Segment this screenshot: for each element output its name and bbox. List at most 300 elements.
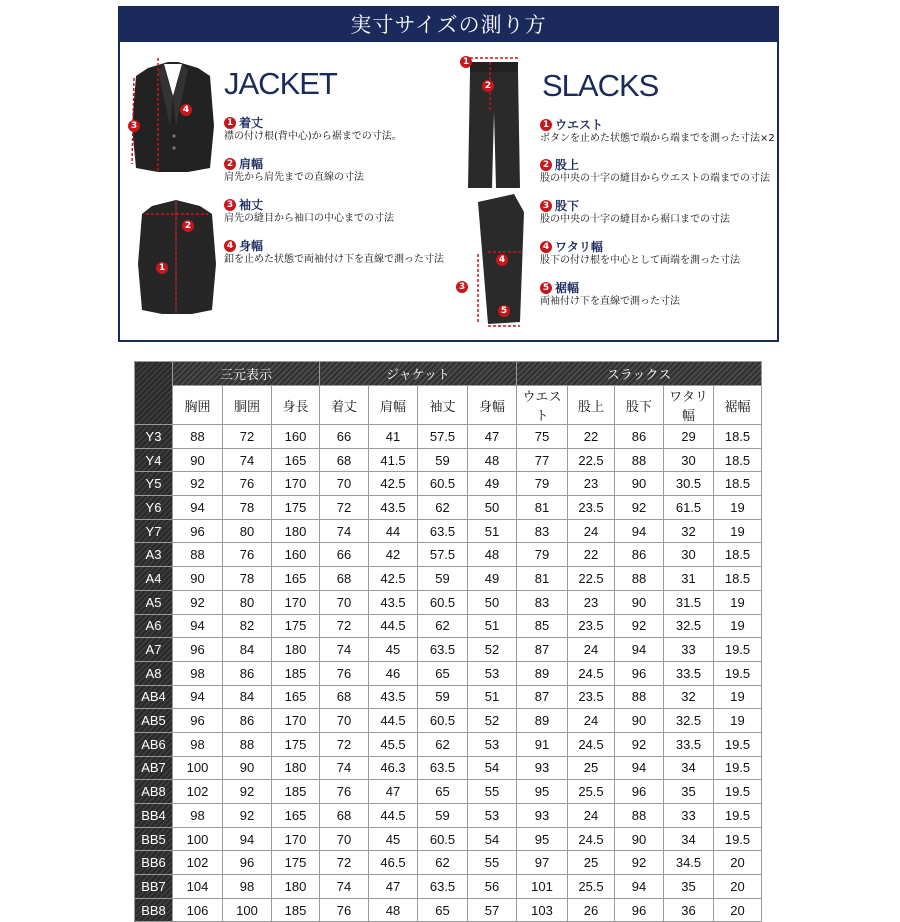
size-label: AB5 [135,709,173,733]
number-badge: 2 [224,158,236,170]
table-cell: 88 [615,567,664,591]
size-label: A3 [135,543,173,567]
table-cell: 22 [568,543,615,567]
table-cell: 54 [468,827,517,851]
table-cell: 102 [173,780,223,804]
table-cell: 96 [615,780,664,804]
table-cell: 68 [320,685,369,709]
table-cell: 59 [418,448,468,472]
table-cell: 90 [173,448,223,472]
table-cell: 78 [223,567,272,591]
table-cell: 89 [517,709,568,733]
table-cell: 97 [517,851,568,875]
table-cell: 51 [468,519,517,543]
table-cell: 165 [272,448,320,472]
table-cell: 56 [468,875,517,899]
table-cell: 60.5 [418,472,468,496]
table-cell: 170 [272,709,320,733]
table-cell: 24 [568,519,615,543]
table-cell: 74 [320,519,369,543]
table-cell: 45 [369,827,418,851]
table-cell: 19 [714,519,762,543]
table-cell: 19.5 [714,638,762,662]
table-cell: 180 [272,638,320,662]
table-cell: 93 [517,804,568,828]
table-row [135,804,762,828]
column-header: 股下 [615,386,664,425]
guide-title: 実寸サイズの測り方 [120,8,777,42]
table-cell: 19 [714,685,762,709]
table-cell: 92 [223,780,272,804]
table-cell: 18.5 [714,472,762,496]
table-cell: 25.5 [568,875,615,899]
number-badge: 1 [224,117,236,129]
table-cell: 77 [517,448,568,472]
item-name: ワタリ幅 [555,240,603,254]
item-name: 身幅 [239,239,264,253]
item-name: 裾幅 [555,281,580,295]
table-cell: 96 [615,661,664,685]
table-cell: 95 [517,780,568,804]
table-cell: 180 [272,519,320,543]
table-row [135,519,762,543]
table-cell: 68 [320,448,369,472]
table-row [135,827,762,851]
slacks-item [540,158,770,186]
size-label: BB7 [135,875,173,899]
size-label: AB7 [135,756,173,780]
table-cell: 80 [223,519,272,543]
slacks-marker-2: 2 [482,80,494,92]
table-cell: 44.5 [369,614,418,638]
size-label: Y5 [135,472,173,496]
jacket-back-marker-2: 2 [182,220,194,232]
table-cell: 92 [615,732,664,756]
table-cell: 88 [223,732,272,756]
table-cell: 61.5 [664,496,714,520]
jacket-heading: JACKET [224,66,337,101]
table-cell: 34.5 [664,851,714,875]
group-header: 三元表示 [173,362,320,386]
table-cell: 160 [272,543,320,567]
table-cell: 165 [272,685,320,709]
slacks-marker-5: 5 [498,305,510,317]
table-cell: 70 [320,827,369,851]
table-cell: 76 [320,661,369,685]
table-cell: 35 [664,780,714,804]
table-cell: 43.5 [369,496,418,520]
table-cell: 19 [714,590,762,614]
size-label: BB8 [135,898,173,922]
column-header: 股上 [568,386,615,425]
table-cell: 33 [664,638,714,662]
table-cell: 89 [517,661,568,685]
table-row [135,638,762,662]
item-desc: 股の中央の十字の縫目から裾口までの寸法 [540,214,730,225]
table-cell: 75 [517,425,568,449]
table-cell: 65 [418,780,468,804]
table-cell: 100 [173,827,223,851]
column-header: ウエスト [517,386,568,425]
table-cell: 23.5 [568,685,615,709]
table-cell: 72 [320,614,369,638]
group-header-row [135,362,762,386]
table-cell: 81 [517,567,568,591]
table-cell: 55 [468,851,517,875]
table-cell: 86 [223,661,272,685]
table-cell: 19.5 [714,732,762,756]
table-cell: 65 [418,898,468,922]
column-header: 着丈 [320,386,369,425]
table-cell: 41.5 [369,448,418,472]
table-cell: 78 [223,496,272,520]
table-cell: 19.5 [714,756,762,780]
table-cell: 46.5 [369,851,418,875]
table-cell: 92 [615,496,664,520]
table-cell: 34 [664,756,714,780]
table-cell: 20 [714,898,762,922]
jacket-item [224,198,394,226]
table-cell: 96 [615,898,664,922]
table-cell: 84 [223,685,272,709]
table-cell: 90 [615,709,664,733]
table-cell: 165 [272,804,320,828]
table-row [135,614,762,638]
table-cell: 98 [223,875,272,899]
slacks-marker-1: 1 [460,56,472,68]
table-cell: 72 [223,425,272,449]
column-header: 肩幅 [369,386,418,425]
table-row [135,851,762,875]
item-name: 股下 [555,199,580,213]
item-desc: 股下の付け根を中心として両端を測った寸法 [540,255,740,266]
table-cell: 86 [615,425,664,449]
item-desc: 両袖付け下を直線で測った寸法 [540,296,680,307]
table-cell: 93 [517,756,568,780]
jacket-back-illustration [136,198,218,316]
table-cell: 88 [615,448,664,472]
table-cell: 98 [173,732,223,756]
table-cell: 88 [173,425,223,449]
table-cell: 20 [714,875,762,899]
table-cell: 54 [468,756,517,780]
table-cell: 50 [468,496,517,520]
table-cell: 41 [369,425,418,449]
slacks-heading: SLACKS [542,68,659,103]
table-cell: 32 [664,519,714,543]
table-cell: 102 [173,851,223,875]
table-cell: 62 [418,496,468,520]
table-cell: 19 [714,709,762,733]
number-badge: 2 [540,159,552,171]
slacks-item [540,240,740,268]
table-cell: 94 [173,685,223,709]
table-cell: 25 [568,851,615,875]
table-row [135,496,762,520]
column-header: 身幅 [468,386,517,425]
table-cell: 70 [320,590,369,614]
table-cell: 88 [615,685,664,709]
table-row [135,567,762,591]
table-cell: 44 [369,519,418,543]
table-cell: 101 [517,875,568,899]
table-cell: 33.5 [664,732,714,756]
table-cell: 92 [173,472,223,496]
table-cell: 18.5 [714,425,762,449]
table-row [135,543,762,567]
table-cell: 25 [568,756,615,780]
size-label: A4 [135,567,173,591]
table-cell: 92 [223,804,272,828]
group-header: スラックス [517,362,762,386]
table-cell: 63.5 [418,875,468,899]
table-cell: 51 [468,614,517,638]
slacks-marker-3: 3 [456,281,468,293]
item-desc: 肩先の縫目から袖口の中心までの寸法 [224,213,394,224]
table-cell: 103 [517,898,568,922]
column-header: 裾幅 [714,386,762,425]
table-cell: 94 [173,496,223,520]
table-cell: 48 [468,448,517,472]
item-name: 股上 [555,158,580,172]
table-cell: 185 [272,898,320,922]
table-cell: 92 [173,590,223,614]
table-cell: 87 [517,638,568,662]
table-cell: 160 [272,425,320,449]
table-cell: 30 [664,448,714,472]
item-desc: ボタンを止めた状態で端から端までを測った寸法×2 [540,133,775,144]
slacks-illustration [456,52,532,192]
table-cell: 88 [173,543,223,567]
number-badge: 3 [224,199,236,211]
size-chart-table [134,361,762,922]
table-cell: 53 [468,661,517,685]
table-cell: 68 [320,567,369,591]
table-cell: 44.5 [369,709,418,733]
table-cell: 23.5 [568,496,615,520]
table-cell: 51 [468,685,517,709]
item-name: 肩幅 [239,157,264,171]
table-cell: 165 [272,567,320,591]
table-cell: 30 [664,543,714,567]
table-cell: 94 [223,827,272,851]
table-cell: 19.5 [714,661,762,685]
item-desc: 股の中央の十字の縫目からウエストの端までの寸法 [540,173,770,184]
table-cell: 76 [223,543,272,567]
table-cell: 53 [468,732,517,756]
table-cell: 94 [615,756,664,780]
table-cell: 52 [468,709,517,733]
table-cell: 76 [223,472,272,496]
table-cell: 22 [568,425,615,449]
table-cell: 32.5 [664,709,714,733]
jacket-item [224,239,444,267]
table-cell: 60.5 [418,590,468,614]
table-cell: 98 [173,661,223,685]
table-cell: 23 [568,472,615,496]
jacket-item [224,116,402,144]
table-cell: 32.5 [664,614,714,638]
size-label: AB6 [135,732,173,756]
table-cell: 100 [223,898,272,922]
table-cell: 47 [468,425,517,449]
table-cell: 23 [568,590,615,614]
size-label: A5 [135,590,173,614]
table-cell: 53 [468,804,517,828]
table-cell: 26 [568,898,615,922]
table-cell: 50 [468,590,517,614]
table-cell: 55 [468,780,517,804]
table-cell: 19.5 [714,827,762,851]
table-cell: 43.5 [369,685,418,709]
column-header-row [135,386,762,425]
size-label: Y7 [135,519,173,543]
table-cell: 60.5 [418,827,468,851]
slacks-item [540,118,775,146]
table-row [135,709,762,733]
number-badge: 4 [224,240,236,252]
slacks-item [540,281,680,309]
table-cell: 76 [320,780,369,804]
table-cell: 47 [369,875,418,899]
slacks-marker-4: 4 [496,254,508,266]
table-cell: 90 [173,567,223,591]
table-cell: 24 [568,638,615,662]
table-cell: 74 [320,875,369,899]
size-label: BB4 [135,804,173,828]
table-body [135,425,762,922]
table-cell: 35 [664,875,714,899]
table-cell: 49 [468,472,517,496]
jacket-front-marker-4: 4 [180,104,192,116]
table-cell: 22.5 [568,448,615,472]
size-label: BB6 [135,851,173,875]
number-badge: 3 [540,200,552,212]
jacket-front-illustration [128,56,218,176]
item-name: 袖丈 [239,198,264,212]
table-cell: 66 [320,543,369,567]
column-header: 身長 [272,386,320,425]
measurement-guide [118,6,779,342]
table-cell: 23.5 [568,614,615,638]
table-cell: 66 [320,425,369,449]
table-cell: 29 [664,425,714,449]
table-cell: 68 [320,804,369,828]
table-row [135,756,762,780]
table-cell: 42 [369,543,418,567]
table-cell: 175 [272,851,320,875]
item-name: 着丈 [239,116,264,130]
table-cell: 42.5 [369,472,418,496]
table-row [135,448,762,472]
table-cell: 31 [664,567,714,591]
table-cell: 33 [664,804,714,828]
table-cell: 180 [272,756,320,780]
table-cell: 104 [173,875,223,899]
table-row [135,732,762,756]
size-label: A6 [135,614,173,638]
table-cell: 76 [320,898,369,922]
item-desc: 釦を止めた状態で両袖付け下を直線で測った寸法 [224,254,444,265]
size-label: AB8 [135,780,173,804]
table-cell: 72 [320,496,369,520]
table-cell: 52 [468,638,517,662]
table-cell: 32 [664,685,714,709]
table-cell: 46.3 [369,756,418,780]
jacket-front-marker-3: 3 [128,120,140,132]
table-cell: 59 [418,567,468,591]
table-cell: 94 [173,614,223,638]
table-cell: 63.5 [418,756,468,780]
table-row [135,590,762,614]
table-cell: 95 [517,827,568,851]
table-cell: 57.5 [418,425,468,449]
table-cell: 96 [173,638,223,662]
table-cell: 59 [418,804,468,828]
table-cell: 82 [223,614,272,638]
table-cell: 175 [272,614,320,638]
table-cell: 48 [468,543,517,567]
table-row [135,685,762,709]
item-name: ウエスト [555,118,604,132]
table-cell: 94 [615,519,664,543]
table-cell: 175 [272,732,320,756]
number-badge: 1 [540,119,552,131]
table-cell: 59 [418,685,468,709]
table-cell: 90 [223,756,272,780]
table-cell: 47 [369,780,418,804]
table-row [135,425,762,449]
table-cell: 85 [517,614,568,638]
size-label: AB4 [135,685,173,709]
table-cell: 62 [418,851,468,875]
table-cell: 106 [173,898,223,922]
table-cell: 88 [615,804,664,828]
table-cell: 92 [615,851,664,875]
table-cell: 18.5 [714,448,762,472]
table-cell: 185 [272,780,320,804]
table-cell: 20 [714,851,762,875]
table-cell: 180 [272,875,320,899]
table-cell: 18.5 [714,543,762,567]
item-desc: 襟の付け根(背中心)から裾までの寸法。 [224,131,402,142]
table-cell: 74 [320,756,369,780]
jacket-item [224,157,364,185]
table-cell: 81 [517,496,568,520]
table-cell: 84 [223,638,272,662]
table-cell: 45.5 [369,732,418,756]
table-cell: 24 [568,804,615,828]
table-cell: 96 [223,851,272,875]
size-label: A7 [135,638,173,662]
table-cell: 34 [664,827,714,851]
column-header: ワタリ幅 [664,386,714,425]
table-row [135,875,762,899]
table-cell: 70 [320,472,369,496]
table-cell: 57 [468,898,517,922]
table-cell: 83 [517,519,568,543]
table-cell: 31.5 [664,590,714,614]
table-cell: 46 [369,661,418,685]
table-cell: 87 [517,685,568,709]
table-row [135,898,762,922]
size-label: Y4 [135,448,173,472]
table-cell: 90 [615,590,664,614]
table-cell: 19 [714,496,762,520]
table-cell: 170 [272,827,320,851]
table-cell: 80 [223,590,272,614]
table-row [135,661,762,685]
